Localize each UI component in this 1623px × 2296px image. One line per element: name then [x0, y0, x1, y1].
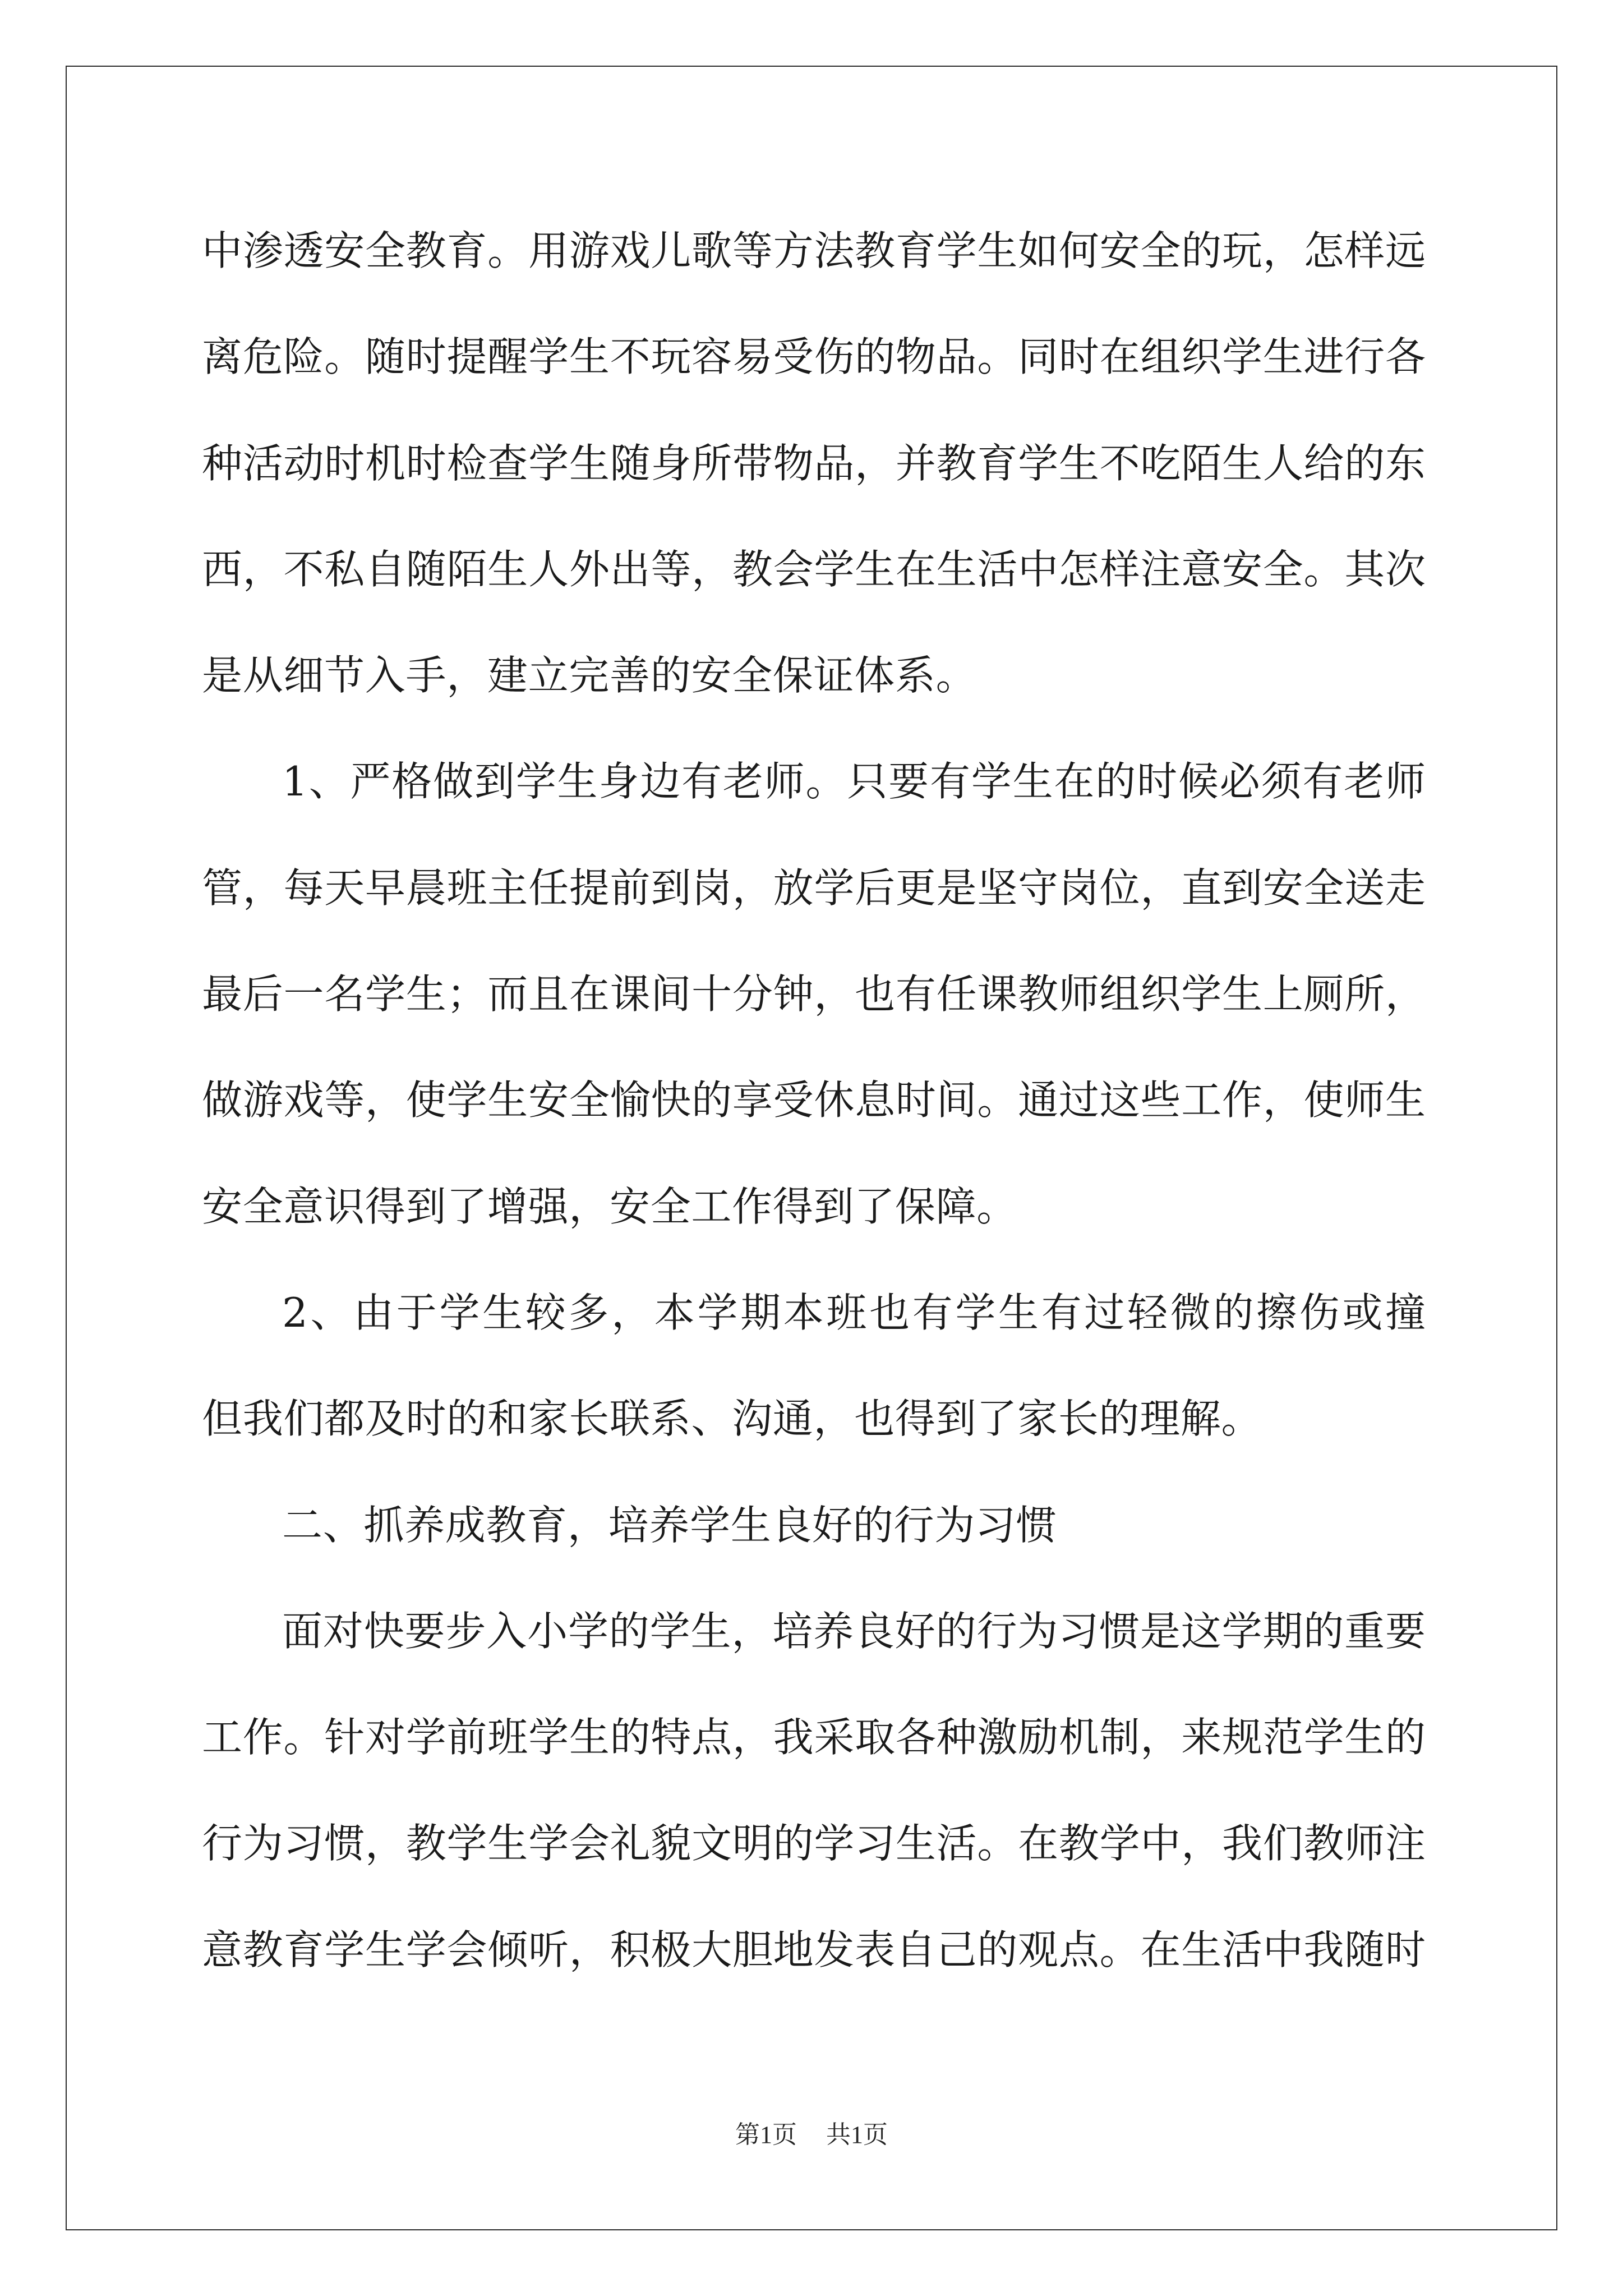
paragraph: [202, 729, 1426, 1259]
text-line: 二、抓养成教育，培养学生良好的行为习惯: [282, 1501, 1057, 1549]
paragraph: [202, 1579, 1426, 2003]
section-heading: [202, 1473, 1426, 1579]
page-total: 共1页: [826, 2121, 888, 2148]
text-line: 管，每天早晨班主任提前到岗，放学后更是坚守岗位，直到安全送走: [202, 864, 1426, 912]
paragraph: [202, 1260, 1426, 1473]
text-line: 做游戏等，使学生安全愉快的享受休息时间。通过这些工作，使师生: [202, 1076, 1426, 1124]
text-line: 意教育学生学会倾听，积极大胆地发表自己的观点。在生活中我随时: [202, 1926, 1426, 1973]
text-line: 工作。针对学前班学生的特点，我采取各种激励机制，来规范学生的: [202, 1714, 1426, 1761]
text-line: 面对快要步入小学的学生，培养良好的行为习惯是这学期的重要: [282, 1607, 1426, 1655]
text-line: 行为习惯，教学生学会礼貌文明的学习生活。在教学中，我们教师注: [202, 1820, 1426, 1867]
text-line: 是从细节入手，建立完善的安全保证体系。: [202, 652, 977, 700]
text-line: 中渗透安全教育。用游戏儿歌等方法教育学生如何安全的玩，怎样远: [202, 227, 1426, 274]
text-line: 2、由于学生较多，本学期本班也有学生有过轻微的擦伤或撞: [282, 1289, 1426, 1336]
page-footer: [0, 2118, 1623, 2152]
paragraph: [202, 198, 1426, 729]
text-line: 离危险。随时提醒学生不玩容易受伤的物品。同时在组织学生进行各: [202, 333, 1426, 381]
text-line: 种活动时机时检查学生随身所带物品，并教育学生不吃陌生人给的东: [202, 439, 1426, 487]
body-text: [202, 198, 1426, 2003]
text-line: 西，不私自随陌生人外出等，教会学生在生活中怎样注意安全。其次: [202, 545, 1426, 593]
text-line: 1、严格做到学生身边有老师。只要有学生在的时候必须有老师: [282, 758, 1426, 806]
text-line: 安全意识得到了增强，安全工作得到了保障。: [202, 1182, 1018, 1230]
text-line: 但我们都及时的和家长联系、沟通，也得到了家长的理解。: [202, 1395, 1262, 1443]
text-line: 最后一名学生；而且在课间十分钟，也有任课教师组织学生上厕所，: [202, 970, 1426, 1018]
page-number: 第1页: [735, 2121, 797, 2148]
